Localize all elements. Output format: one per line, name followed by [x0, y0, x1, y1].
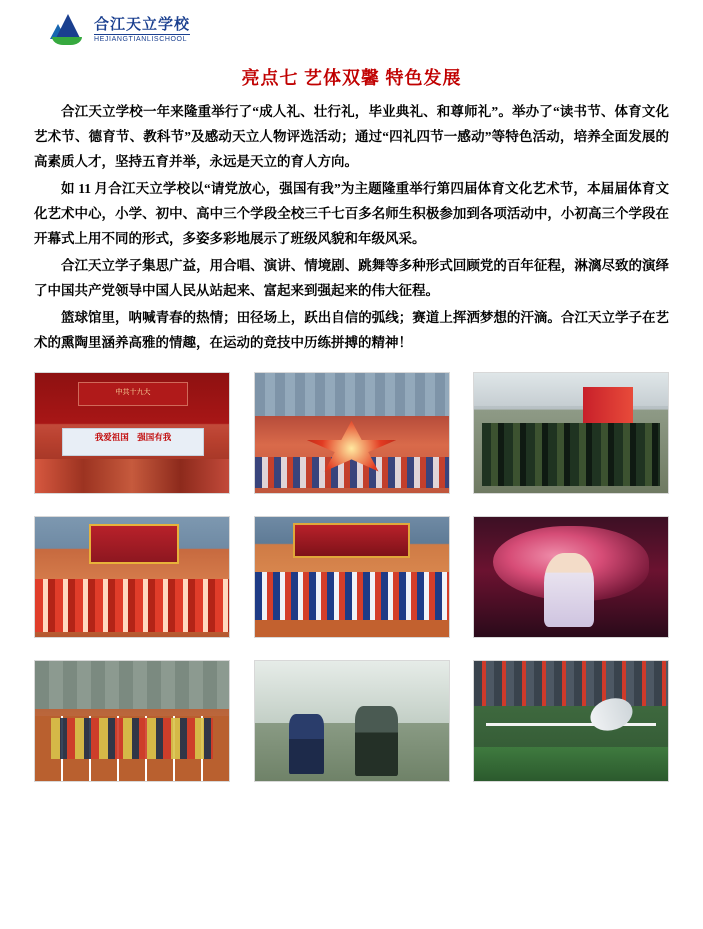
photo-row-1: [34, 372, 669, 494]
school-logo-text: [94, 17, 190, 43]
photo-6-singer: [544, 553, 594, 627]
school-name-cn: 合江天立学校: [94, 15, 191, 33]
photo-1-top-band: 中共十九大: [78, 382, 189, 406]
photo-9: [473, 660, 669, 782]
photo-9-crossbar: [486, 723, 657, 726]
photo-5-track: [255, 620, 449, 637]
page-title: 亮点七 艺体双馨 特色发展: [241, 68, 462, 88]
paragraph-3: 合江天立学子集思广益，用合唱、演讲、情境剧、跳舞等多种形式回顾党的百年征程，淋漓尽致的演绎了中国共产党领导中国人民从站起来、富起来到强起来的伟大征程。: [34, 257, 669, 298]
photo-5-stage: [293, 523, 410, 558]
photo-8-student-left: [289, 714, 324, 774]
photo-1-caption: 我爱祖国 强国有我: [94, 431, 172, 442]
mountain-logo-icon: [50, 13, 86, 47]
photo-5: [254, 516, 450, 638]
photo-8: [254, 660, 450, 782]
school-header: [34, 10, 669, 50]
photo-7-wall: [35, 661, 229, 709]
photo-8-fog: [255, 661, 449, 723]
photo-2-buildings: [255, 373, 449, 416]
photo-4-stage: [89, 524, 178, 564]
photo-7-runners: [51, 718, 214, 759]
school-name-en: HEJIANGTIANLISCHOOL: [94, 34, 190, 43]
photo-4-performers: [35, 579, 229, 632]
photo-6: [473, 516, 669, 638]
photo-7: [34, 660, 230, 782]
paragraph-1: 合江天立学校一年来隆重举行了“成人礼、壮行礼，毕业典礼、和尊师礼”。举办了“读书节、体育文化艺术节、德育节、教科节”及感动天立人物评选活动；通过“四礼四节一感动”等特色活动，培养全面发展的高素质人才，坚持五育并举，永远是天立的育人方向。: [34, 104, 669, 169]
photo-4: [34, 516, 230, 638]
photo-1-crowd: [35, 459, 229, 493]
photo-8-student-right: [355, 706, 398, 776]
photo-1-banner: [62, 428, 204, 456]
photo-3-flag: [583, 387, 633, 423]
photo-3-honor-guard: [482, 423, 660, 485]
photo-2: [254, 372, 450, 494]
photo-2-students: [255, 457, 449, 488]
photo-3: [473, 372, 669, 494]
paragraph-2: 如 11 月合江天立学校以“请党放心，强国有我”为主题隆重举行第四届体育文化艺术节，本届届体育文化艺术中心，小学、初中、高中三个学段全校三千七百多名师生积极参加到各项活动中，小初高三个学段在开幕式上用不同的形式，多姿多彩地展示了班级风貌和年级风采。: [34, 180, 669, 246]
photo-grid: [34, 372, 669, 782]
paragraph-4: 篮球馆里，呐喊青春的热情；田径场上，跃出自信的弧线；赛道上挥洒梦想的汗滴。合江天立学子在艺术的熏陶里涵养高雅的情趣，在运动的竞技中历练拼搏的精神！: [34, 309, 669, 350]
photo-9-spectators: [474, 661, 668, 707]
photo-3-sky: [474, 373, 668, 407]
photo-1: [34, 372, 230, 494]
photo-9-landing-mat: [474, 747, 668, 781]
photo-row-3: [34, 660, 669, 782]
photo-row-2: [34, 516, 669, 638]
